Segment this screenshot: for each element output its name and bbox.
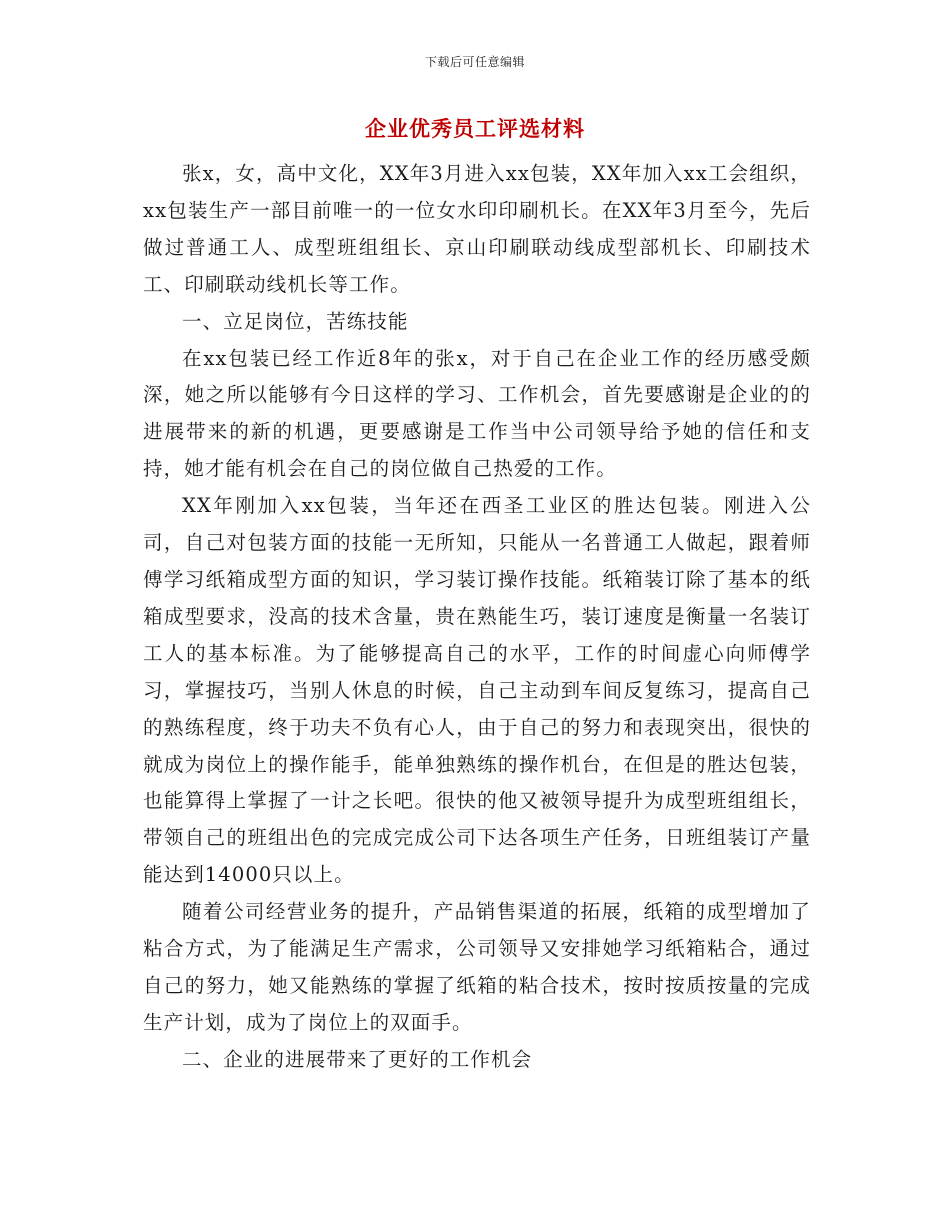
section-heading-1: 一、立足岗位，苦练技能 xyxy=(182,309,409,333)
paragraph-intro: 张x，女，高中文化，XX年3月进入xx包装，XX年加入xx工会组织，xx包装生产一部目前唯一的一位女水印印刷机长。在XX年3月至今，先后做过普通工人、成型班组组长、京山印刷联动线成型部机长、印刷技术工、印刷联动线机长等工作。 xyxy=(143,162,811,296)
document-body xyxy=(143,156,811,1079)
paragraph: XX年刚加入xx包装，当年还在西圣工业区的胜达包装。刚进入公司，自己对包装方面的技能一无所知，只能从一名普通工人做起，跟着师傅学习纸箱成型方面的知识，学习装订操作技能。纸箱装订除了基本的纸箱成型要求，没高的技术含量，贵在熟能生巧，装订速度是衡量一名装订工人的基本标准。为了能够提高自己的水平，工作的时间虚心向师傅学习，掌握技巧，当别人休息的时候，自己主动到车间反复练习，提高自己的熟练程度，终于功夫不负有心人，由于自己的努力和表现突出，很快的就成为岗位上的操作能手，能单独熟练的操作机台，在但是的胜达包装，也能算得上掌握了一计之长吧。很快的他又被领导提升为成型班组组长，带领自己的班组出色的完成完成公司下达各项生产任务，日班组装订产量能达到14000只以上。 xyxy=(143,494,811,887)
section-heading-2: 二、企业的进展带来了更好的工作机会 xyxy=(182,1047,533,1071)
header-note: 下载后可任意编辑 xyxy=(424,55,525,69)
paragraph: 在xx包装已经工作近8年的张x，对于自己在企业工作的经历感受颇深，她之所以能够有今日这样的学习、工作机会，首先要感谢是企业的的进展带来的新的机遇，更要感谢是工作当中公司领导给予她的信任和支持，她才能有机会在自己的岗位做自己热爱的工作。 xyxy=(143,346,811,481)
paragraph: 随着公司经营业务的提升，产品销售渠道的拓展，纸箱的成型增加了粘合方式，为了能满足生产需求，公司领导又安排她学习纸箱粘合，通过自己的努力，她又能熟练的掌握了纸箱的粘合技术，按时按质按量的完成生产计划，成为了岗位上的双面手。 xyxy=(143,900,811,1034)
document-title: 企业优秀员工评选材料 xyxy=(365,116,585,141)
